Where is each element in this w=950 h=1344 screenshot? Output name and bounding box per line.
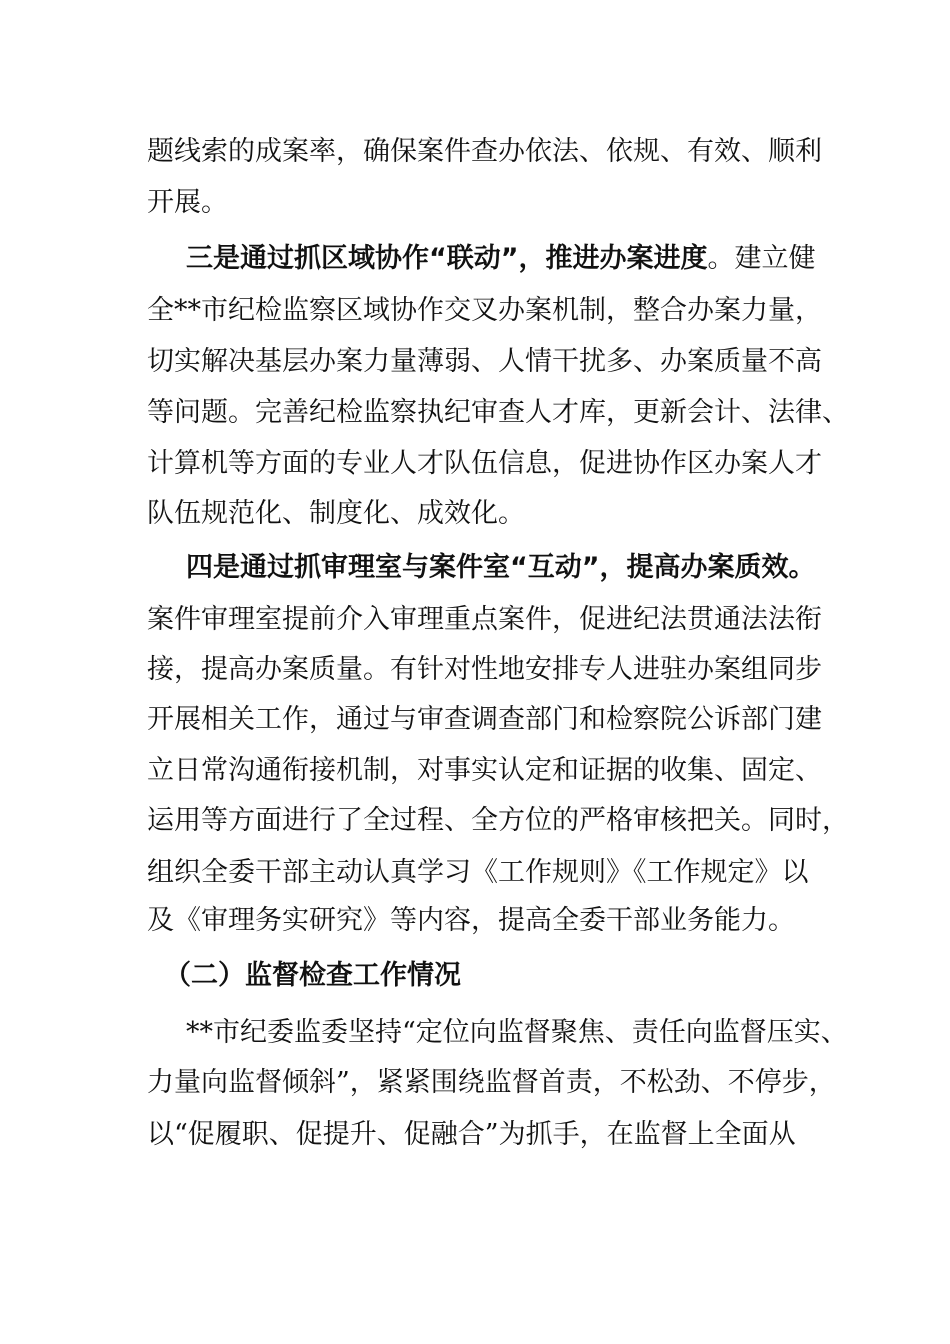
- paragraph-line: 队伍规范化、制度化、成效化。: [147, 498, 525, 529]
- paragraph-line: 题线索的成案率，确保案件查办依法、依规、有效、顺利: [147, 136, 822, 167]
- paragraph-line: 接，提高办案质量。有针对性地安排专人进驻办案组同步: [147, 654, 822, 685]
- paragraph-line: 立日常沟通衔接机制，对事实认定和证据的收集、固定、: [147, 755, 822, 786]
- paragraph-line: 及《审理务实研究》等内容，提高全委干部业务能力。: [147, 905, 795, 936]
- paragraph-line: 力量向监督倾斜”，紧紧围绕监督首责，不松劲、不停步，: [147, 1067, 836, 1098]
- paragraph-line: 切实解决基层办案力量薄弱、人情干扰多、办案质量不高: [147, 346, 822, 377]
- paragraph-line: [186, 243, 816, 275]
- section-heading: （二）监督检查工作情况: [164, 960, 461, 991]
- paragraph-line: 等问题。完善纪检监察执纪审查人才库，更新会计、法律、: [147, 397, 849, 428]
- paragraph-line: 组织全委干部主动认真学习《工作规则》《工作规定》以: [147, 857, 809, 888]
- paragraph-text: 。建立健: [707, 243, 816, 274]
- paragraph-lead-bold: 三是通过抓区域协作“联动”，推进办案进度: [186, 243, 708, 274]
- paragraph-line: 运用等方面进行了全过程、全方位的严格审核把关。同时，: [147, 805, 849, 836]
- paragraph-line: 以“促履职、促提升、促融合”为抓手，在监督上全面从: [147, 1119, 796, 1150]
- paragraph-line: **市纪委监委坚持“定位向监督聚焦、责任向监督压实、: [186, 1017, 848, 1048]
- paragraph-line: 开展相关工作，通过与审查调查部门和检察院公诉部门建: [147, 704, 822, 735]
- paragraph-line: 案件审理室提前介入审理重点案件，促进纪法贯通法法衔: [147, 604, 822, 635]
- paragraph-line: 开展。: [147, 187, 228, 218]
- paragraph-lead-bold: 四是通过抓审理室与案件室“互动”，提高办案质效。: [186, 552, 816, 583]
- paragraph-line: 计算机等方面的专业人才队伍信息，促进协作区办案人才: [147, 448, 822, 479]
- paragraph-line: 全**市纪检监察区域协作交叉办案机制，整合办案力量，: [147, 295, 822, 326]
